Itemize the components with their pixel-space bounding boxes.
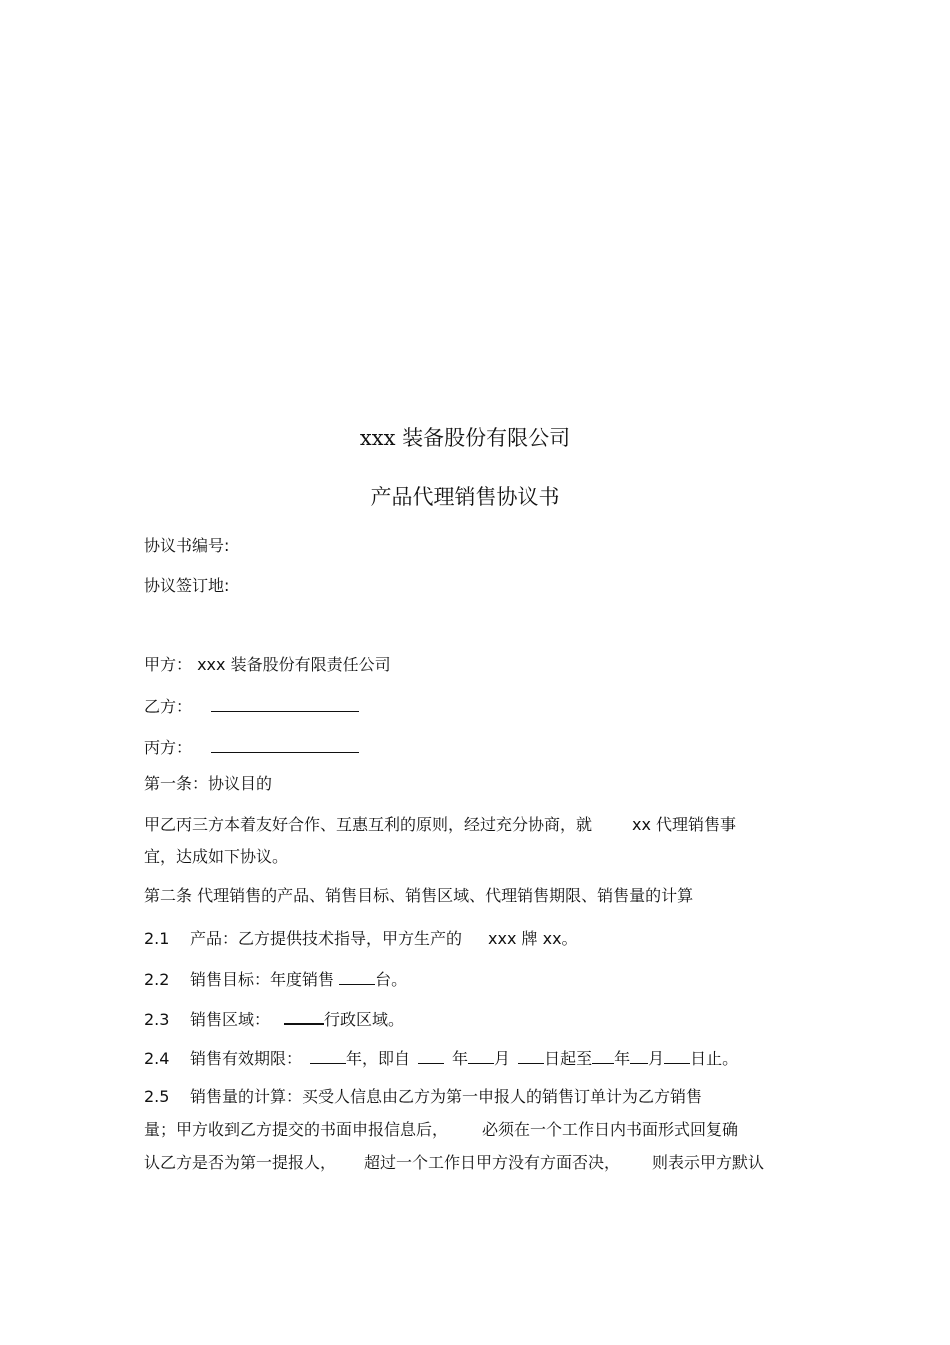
clause-cont-text-b: 必须在一个工作日内书面形式回复确 bbox=[482, 1120, 739, 1139]
end-month-blank bbox=[630, 1047, 648, 1064]
years-blank bbox=[310, 1047, 346, 1064]
party-c-blank bbox=[211, 736, 359, 753]
clause-text: 销售目标：年度销售 bbox=[190, 970, 340, 989]
end-day-blank bbox=[664, 1047, 690, 1064]
clause-2-1 bbox=[144, 929, 578, 949]
clause-2-4 bbox=[144, 1047, 738, 1069]
clause-number: 2.2 bbox=[144, 970, 170, 989]
clause-text: 销售有效期限： bbox=[190, 1049, 303, 1068]
clause-text-y2: 年 bbox=[452, 1049, 469, 1068]
clause-number: 2.4 bbox=[144, 1049, 170, 1068]
clause-cont-text-a: 量；甲方收到乙方提交的书面申报信息后， bbox=[144, 1120, 449, 1139]
clause-2-3 bbox=[144, 1007, 404, 1030]
clause-text: 销售量的计算：买受人信息由乙方为第一申报人的销售订单计为乙方销售 bbox=[190, 1087, 703, 1106]
clause-cont-text-a: 认乙方是否为第一提报人， bbox=[144, 1153, 337, 1172]
article-1-para-line-1 bbox=[144, 815, 736, 835]
end-year-blank bbox=[592, 1047, 614, 1064]
clause-2-5 bbox=[144, 1087, 702, 1107]
sales-target-blank bbox=[339, 968, 375, 985]
article-1-para-line-2: 宜，达成如下协议。 bbox=[144, 847, 289, 866]
party-a: 甲方： xxx 装备股份有限责任公司 bbox=[144, 655, 391, 674]
party-b-blank bbox=[211, 695, 359, 712]
clause-text-d2: 日止。 bbox=[690, 1049, 739, 1068]
article-1-text-a: 甲乙丙三方本着友好合作、互惠互利的原则，经过充分协商，就 bbox=[144, 815, 593, 834]
party-c bbox=[144, 736, 359, 758]
clause-text: 产品：乙方提供技术指导，甲方生产的 bbox=[190, 929, 463, 948]
start-month-blank bbox=[468, 1047, 494, 1064]
clause-number: 2.5 bbox=[144, 1087, 170, 1106]
clause-number: 2.1 bbox=[144, 929, 170, 948]
party-b bbox=[144, 695, 359, 717]
clause-text-b: xxx 牌 xx。 bbox=[488, 929, 578, 948]
clause-text-m2: 月 bbox=[648, 1049, 665, 1068]
article-1-text-b: xx 代理销售事 bbox=[632, 815, 737, 834]
article-2-heading: 第二条 代理销售的产品、销售目标、销售区域、代理销售期限、销售量的计算 bbox=[144, 886, 694, 905]
clause-cont-text-b: 超过一个工作日甲方没有方面否决， bbox=[364, 1153, 621, 1172]
article-1-heading: 第一条：协议目的 bbox=[144, 774, 273, 793]
party-c-label: 丙方： bbox=[144, 738, 193, 757]
clause-2-5-cont-2 bbox=[144, 1153, 764, 1173]
document-title: 产品代理销售协议书 bbox=[370, 485, 560, 509]
party-b-label: 乙方： bbox=[144, 697, 193, 716]
clause-text-b: 行政区域。 bbox=[324, 1010, 405, 1029]
clause-2-2 bbox=[144, 968, 407, 990]
clause-2-5-cont-1 bbox=[144, 1120, 738, 1140]
clause-text-y1: 年，即自 bbox=[346, 1049, 411, 1068]
clause-cont-text-c: 则表示甲方默认 bbox=[652, 1153, 765, 1172]
signing-place-label: 协议签订地: bbox=[144, 576, 230, 595]
clause-text-m1: 月 bbox=[494, 1049, 511, 1068]
company-title: xxx 装备股份有限公司 bbox=[359, 426, 571, 450]
clause-text-y3: 年 bbox=[614, 1049, 631, 1068]
agreement-number-label: 协议书编号: bbox=[144, 536, 230, 555]
start-day-blank bbox=[518, 1047, 544, 1064]
clause-number: 2.3 bbox=[144, 1010, 170, 1029]
sales-region-blank bbox=[284, 1007, 324, 1025]
clause-text: 销售区域： bbox=[190, 1010, 271, 1029]
start-year-blank bbox=[418, 1047, 444, 1064]
clause-text-d1: 日起至 bbox=[544, 1049, 593, 1068]
clause-text-b: 台。 bbox=[375, 970, 408, 989]
